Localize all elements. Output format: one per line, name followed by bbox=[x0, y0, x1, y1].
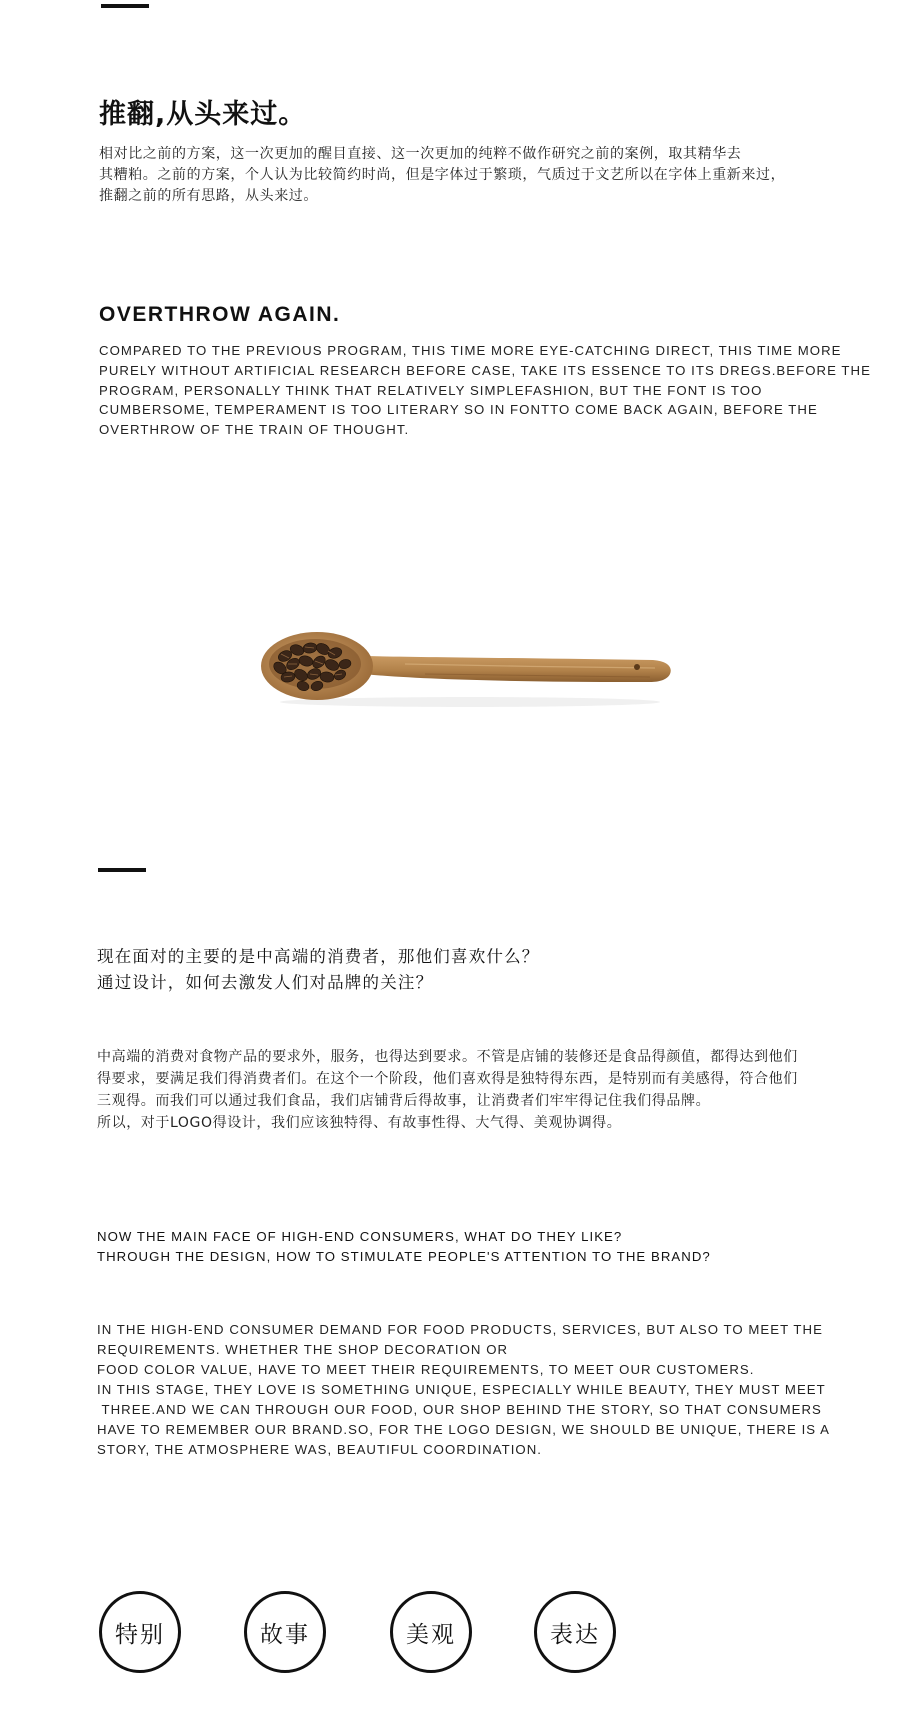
keyword-circle-story: 故事 bbox=[244, 1591, 326, 1673]
section-title-cn: 推翻,从头来过。 bbox=[99, 99, 307, 131]
analysis-en-line: IN THIS STAGE, THEY LOVE IS SOMETHING UNIQUE, ESPECIALLY WHILE BEAUTY, THEY MUST MEET bbox=[97, 1382, 826, 1397]
coffee-spoon-image bbox=[255, 620, 685, 710]
analysis-cn-line: 所以，对于LOGO得设计，我们应该独特得、有故事性得、大气得、美观协调得。 bbox=[97, 1115, 622, 1131]
question-cn-line: 现在面对的主要的是中高端的消费者，那他们喜欢什么？ bbox=[97, 947, 540, 966]
intro-cn-line: 推翻之前的所有思路，从头来过。 bbox=[99, 188, 318, 204]
analysis-en-line: STORY, THE ATMOSPHERE WAS, BEAUTIFUL COORDINATION. bbox=[97, 1442, 543, 1457]
intro-cn-line: 其糟粕。之前的方案，个人认为比较简约时尚，但是字体过于繁琐，气质过于文艺所以在字体上重新来过， bbox=[99, 167, 786, 183]
intro-en-line: OVERTHROW OF THE TRAIN OF THOUGHT. bbox=[99, 422, 410, 438]
analysis-en-line: REQUIREMENTS. WHETHER THE SHOP DECORATION OR bbox=[97, 1342, 509, 1357]
top-accent-bar bbox=[101, 4, 149, 8]
analysis-en-line: FOOD COLOR VALUE, HAVE TO MEET THEIR REQUIREMENTS, TO MEET OUR CUSTOMERS. bbox=[97, 1362, 755, 1377]
question-cn bbox=[97, 944, 540, 996]
question-en bbox=[97, 1227, 711, 1267]
keyword-circle-beauty: 美观 bbox=[390, 1591, 472, 1673]
question-en-line: NOW THE MAIN FACE OF HIGH-END CONSUMERS, WHAT DO THEY LIKE? bbox=[97, 1229, 623, 1244]
intro-en-line: CUMBERSOME, TEMPERAMENT IS TOO LITERARY SO IN FONTTO COME BACK AGAIN, BEFORE THE bbox=[99, 402, 818, 418]
analysis-paragraph-en bbox=[97, 1320, 830, 1460]
analysis-en-line: IN THE HIGH-END CONSUMER DEMAND FOR FOOD PRODUCTS, SERVICES, BUT ALSO TO MEET THE bbox=[97, 1322, 823, 1337]
intro-en-line: COMPARED TO THE PREVIOUS PROGRAM, THIS TIME MORE EYE-CATCHING DIRECT, THIS TIME MORE bbox=[99, 343, 842, 358]
analysis-cn-line: 三观得。而我们可以通过我们食品，我们店铺背后得故事，让消费者们牢牢得记住我们得品牌。 bbox=[97, 1093, 711, 1109]
intro-cn-line: 相对比之前的方案，这一次更加的醒目直接、这一次更加的纯粹不做作研究之前的案例，取其精华去 bbox=[99, 146, 742, 162]
analysis-en-line: THREE.AND WE CAN THROUGH OUR FOOD, OUR SHOP BEHIND THE STORY, SO THAT CONSUMERS bbox=[97, 1402, 822, 1417]
section-title-en: OVERTHROW AGAIN. bbox=[99, 303, 341, 327]
analysis-cn-line: 中高端的消费对食物产品的要求外，服务，也得达到要求。不管是店铺的装修还是食品得颜值，都得达到他们 bbox=[97, 1049, 798, 1065]
intro-paragraph-cn bbox=[99, 144, 859, 207]
analysis-en-line: HAVE TO REMEMBER OUR BRAND.SO, FOR THE LOGO DESIGN, WE SHOULD BE UNIQUE, THERE IS A bbox=[97, 1422, 830, 1437]
analysis-cn-line: 得要求，要满足我们得消费者们。在这个一个阶段，他们喜欢得是独特得东西，是特别而有美感得，符合他们 bbox=[97, 1071, 798, 1087]
keyword-circle-special: 特别 bbox=[99, 1591, 181, 1673]
section-divider-bar bbox=[98, 868, 146, 872]
analysis-paragraph-cn bbox=[97, 1046, 857, 1134]
intro-paragraph-en bbox=[99, 341, 871, 440]
question-cn-line: 通过设计，如何去激发人们对品牌的关注？ bbox=[97, 973, 434, 992]
keyword-circle-expression: 表达 bbox=[534, 1591, 616, 1673]
question-en-line: THROUGH THE DESIGN, HOW TO STIMULATE PEOPLE'S ATTENTION TO THE BRAND? bbox=[97, 1249, 711, 1264]
intro-en-line: PURELY WITHOUT ARTIFICIAL RESEARCH BEFORE CASE, TAKE ITS ESSENCE TO ITS DREGS.BEFORE THE bbox=[99, 362, 871, 378]
intro-en-line: PROGRAM, PERSONALLY THINK THAT RELATIVELY SIMPLEFASHION, BUT THE FONT IS TOO bbox=[99, 382, 763, 398]
